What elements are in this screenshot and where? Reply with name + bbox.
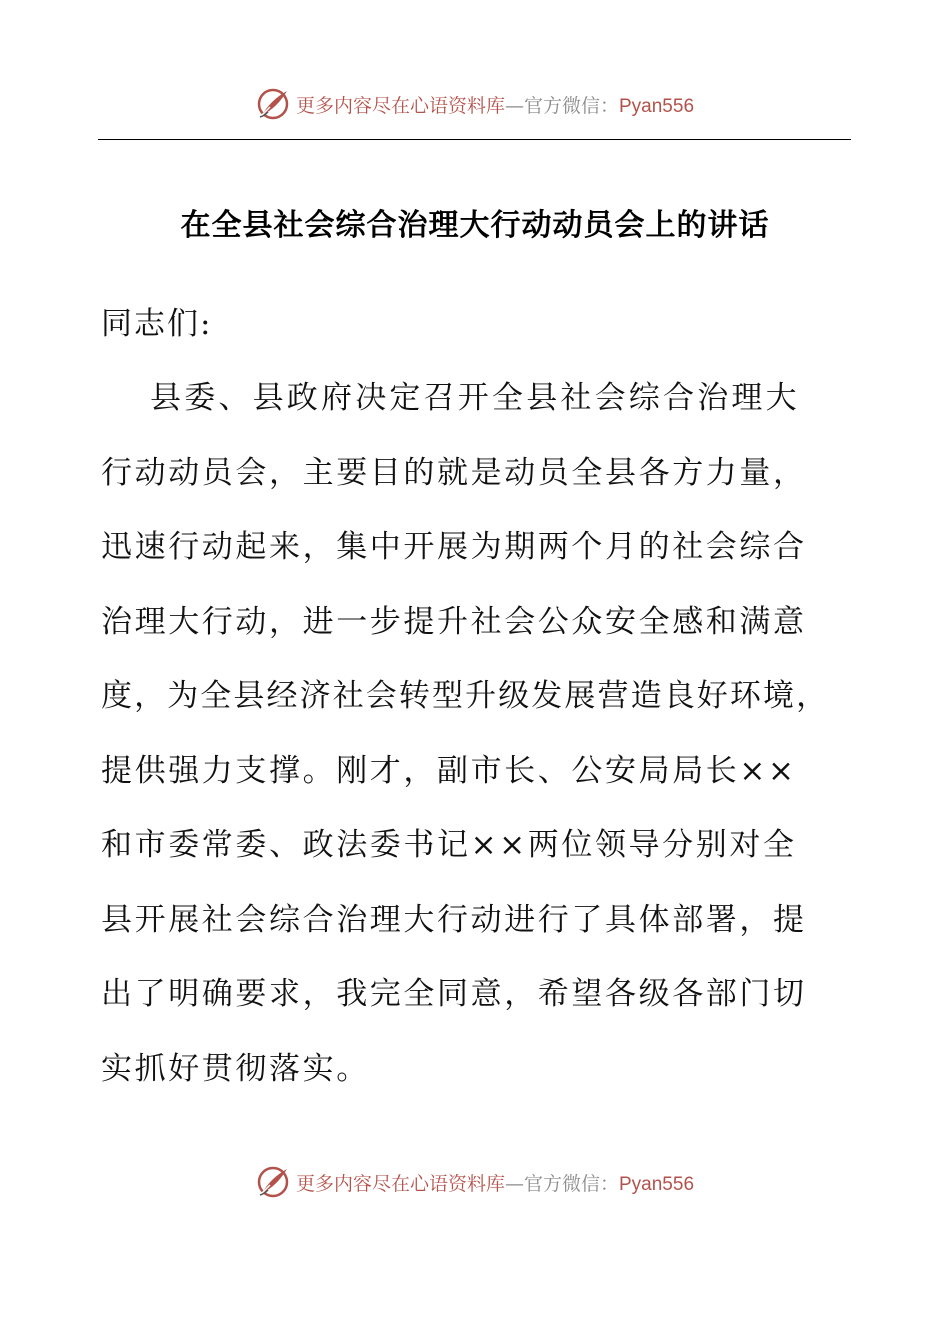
header-wechat-label: 官方微信： (523, 94, 619, 117)
paragraph-line: 出了明确要求，我完全同意，希望各级各部门切 (101, 976, 807, 1012)
paragraph-line: 提供强力支撑。刚才，副市长、公安局局长×× (101, 753, 797, 789)
header-divider (98, 139, 851, 140)
footer-banner-text (296, 1169, 694, 1196)
paragraph-line: 度，为全县经济社会转型升级发展营造良好环境， (101, 678, 830, 714)
paragraph-line: 行动动员会，主要目的就是动员全县各方力量， (101, 455, 807, 491)
footer-banner (0, 1162, 950, 1202)
paragraph-line: 治理大行动，进一步提升社会公众安全感和满意 (101, 604, 807, 640)
paragraph-line: 迅速行动起来，集中开展为期两个月的社会综合 (101, 529, 807, 565)
header-separator: — (504, 94, 524, 117)
paragraph-line: 县开展社会综合治理大行动进行了具体部署，提 (101, 902, 807, 938)
quill-pen-logo-icon (256, 1165, 290, 1199)
document-title: 在全县社会综合治理大行动动员会上的讲话 (180, 208, 770, 243)
footer-site-name: 更多内容尽在心语资料库 (295, 1172, 505, 1195)
footer-wechat-label: 官方微信： (523, 1172, 619, 1195)
header-banner (0, 84, 950, 124)
header-wechat-id: Pyan556 (619, 95, 695, 117)
header-site-name: 更多内容尽在心语资料库 (295, 94, 505, 117)
header-banner-content (256, 87, 694, 121)
footer-separator: — (504, 1172, 524, 1195)
salutation: 同志们: (101, 306, 213, 342)
paragraph-line: 县委、县政府决定召开全县社会综合治理大 (150, 380, 800, 416)
quill-pen-logo-icon (256, 87, 290, 121)
paragraph-line: 实抓好贯彻落实。 (101, 1051, 370, 1087)
header-banner-text (296, 91, 694, 118)
footer-wechat-id: Pyan556 (619, 1173, 695, 1195)
footer-banner-content (256, 1165, 694, 1199)
paragraph-line: 和市委常委、政法委书记××两位领导分别对全 (101, 827, 797, 863)
